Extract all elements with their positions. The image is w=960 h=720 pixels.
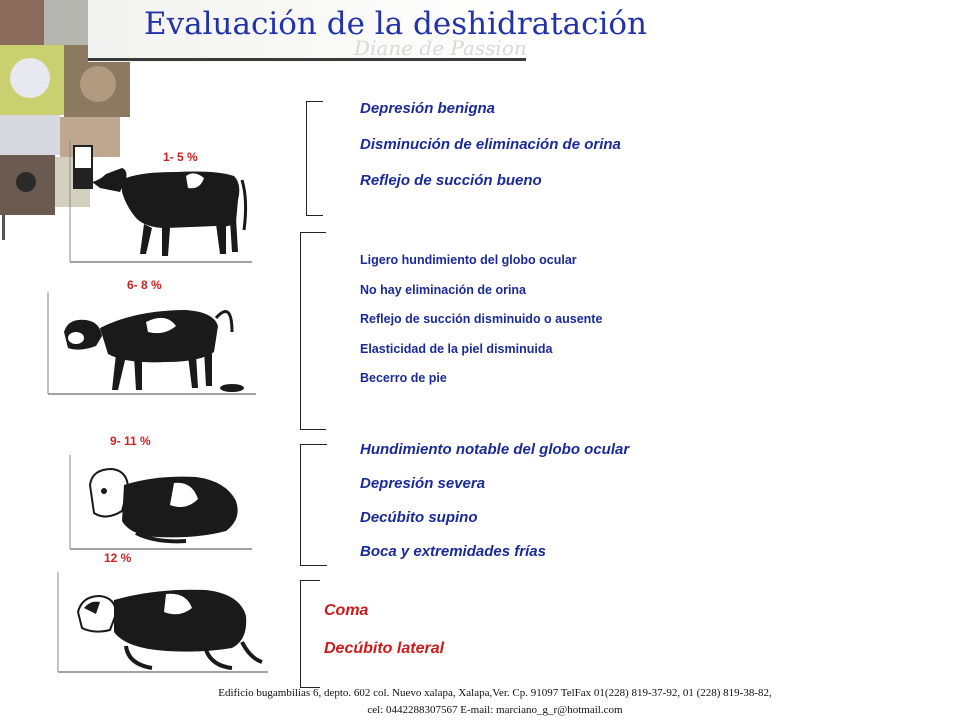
contact-footer	[0, 685, 960, 719]
stage-3-sign: Depresión severa	[360, 475, 486, 492]
stage-3-bracket	[300, 444, 327, 566]
calf-lying-sternal-illustration	[66, 455, 256, 560]
page-title: Evaluación de la deshidratación	[144, 6, 648, 42]
stage-1-signs	[360, 100, 621, 208]
stage-2-signs	[360, 252, 602, 400]
calf-lying-lateral-illustration	[56, 572, 270, 681]
stage-2-bracket	[300, 232, 326, 430]
stage-1-sign: Disminución de eliminación de orina	[360, 136, 621, 153]
stage-1-percent: 1- 5 %	[163, 150, 198, 164]
stage-2-sign: Elasticidad de la piel disminuida	[360, 341, 553, 356]
banner-watermark: Diane de Passion	[354, 36, 527, 60]
stage-2-percent: 6- 8 %	[127, 278, 162, 292]
stage-3-signs	[360, 441, 629, 577]
stage-2-sign: Ligero hundimiento del globo ocular	[360, 253, 577, 267]
stage-3-sign: Hundimiento notable del globo ocular	[360, 441, 630, 458]
stage-4-sign: Coma	[324, 602, 369, 619]
stage-1-sign: Reflejo de succión bueno	[360, 172, 542, 189]
stage-1-bracket	[306, 101, 323, 216]
stage-3-sign: Decúbito supino	[360, 509, 478, 526]
stage-1-sign: Depresión benigna	[360, 100, 496, 117]
stage-4-percent: 12 %	[104, 551, 132, 565]
stage-2-sign: Becerro de pie	[360, 371, 447, 385]
stage-2-sign: No hay eliminación de orina	[360, 282, 527, 297]
stage-3-sign: Boca y extremidades frías	[360, 543, 546, 560]
stage-4-sign: Decúbito lateral	[324, 640, 445, 657]
calf-standing-weak-illustration	[46, 292, 260, 409]
stage-3-percent: 9- 11 %	[110, 434, 151, 448]
calf-standing-drinking-illustration	[66, 140, 256, 273]
footer-address: Edificio bugambilias 6, depto. 602 col. Nuevo xalapa, Xalapa,Ver. Cp. 91097 TelFax 01(228) 819-37-92, 01 (228) 819-38-82,	[218, 687, 772, 699]
stage-2-sign: Reflejo de succión disminuido o ausente	[360, 312, 603, 326]
stage-4-bracket	[300, 580, 320, 688]
footer-contact: cel: 0442288307567 E-mail: marciano_g_r@hotmail.com	[367, 704, 623, 716]
stage-4-signs	[324, 601, 444, 677]
